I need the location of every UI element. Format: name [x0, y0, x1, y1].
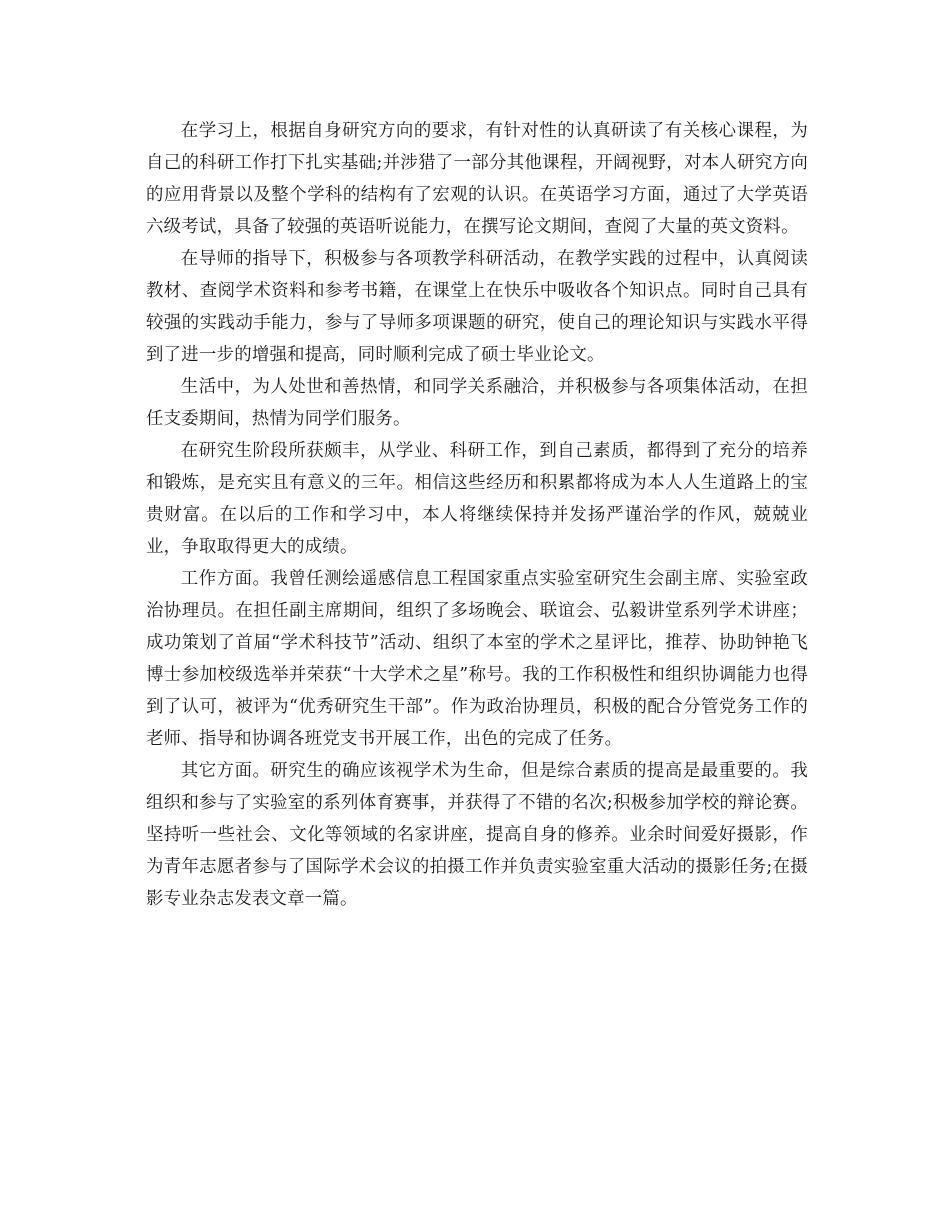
- paragraph-work: 工作方面。我曾任测绘遥感信息工程国家重点实验室研究生会副主席、实验室政治协理员。在担任副主席期间，组织了多场晚会、联谊会、弘毅讲堂系列学术讲座；成功策划了首届“学术科技节”活动、组织了本室的学术之星评比，推荐、协助钟艳飞博士参加校级选举并荣获“十大学术之星”称号。我的工作积极性和组织协调能力也得到了认可，被评为“优秀研究生干部”。作为政治协理员，积极的配合分管党务工作的老师、指导和协调各班党支书开展工作，出色的完成了任务。: [146, 569, 808, 749]
- paragraph-research: 在导师的指导下，积极参与各项教学科研活动，在教学实践的过程中，认真阅读教材、查阅学术资料和参考书籍，在课堂上在快乐中吸收各个知识点。同时自己具有较强的实践动手能力，参与了导师多项课题的研究，使自己的理论知识与实践水平得到了进一步的增强和提高，同时顺利完成了硕士毕业论文。: [146, 249, 808, 365]
- paragraph-summary: 在研究生阶段所获颇丰，从学业、科研工作，到自己素质，都得到了充分的培养和锻炼，是充实且有意义的三年。相信这些经历和积累都将成为本人人生道路上的宝贵财富。在以后的工作和学习中，本人将继续保持并发扬严谨治学的作风，兢兢业业，争取取得更大的成绩。: [146, 441, 808, 557]
- document-body: [146, 115, 808, 915]
- paragraph-life: 生活中，为人处世和善热情，和同学关系融洽，并积极参与各项集体活动，在担任支委期间，热情为同学们服务。: [146, 377, 808, 429]
- paragraph-study: 在学习上，根据自身研究方向的要求，有针对性的认真研读了有关核心课程，为自己的科研工作打下扎实基础;并涉猎了一部分其他课程，开阔视野，对本人研究方向的应用背景以及整个学科的结构有了宏观的认识。在英语学习方面，通过了大学英语六级考试，具备了较强的英语听说能力，在撰写论文期间，查阅了大量的英文资料。: [146, 121, 808, 237]
- paragraph-other: 其它方面。研究生的确应该视学术为生命，但是综合素质的提高是最重要的。我组织和参与了实验室的系列体育赛事，并获得了不错的名次;积极参加学校的辩论赛。坚持听一些社会、文化等领域的名家讲座，提高自身的修养。业余时间爱好摄影，作为青年志愿者参与了国际学术会议的拍摄工作并负责实验室重大活动的摄影任务;在摄影专业杂志发表文章一篇。: [146, 761, 808, 909]
